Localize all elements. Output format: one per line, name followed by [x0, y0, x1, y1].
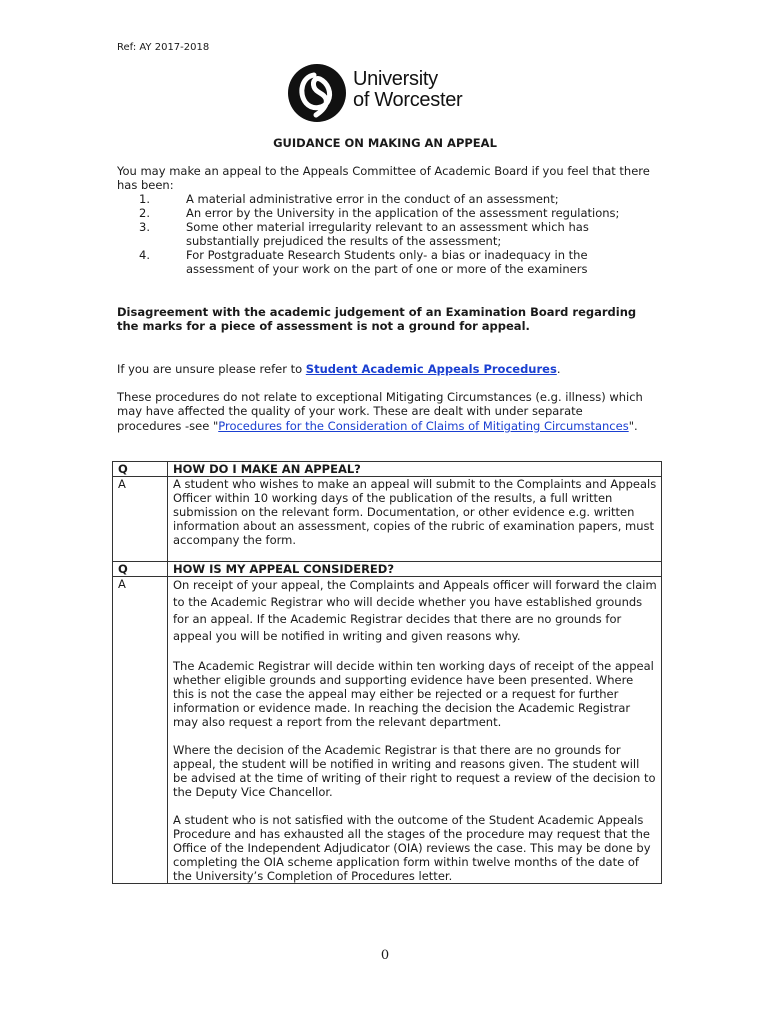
question-heading: HOW IS MY APPEAL CONSIDERED?	[168, 562, 662, 577]
answer-paragraph: On receipt of your appeal, the Complaints and Appeals officer will forward the claim to the Academic Registrar who will decide whether you have established grounds for an appeal. If the Academic Registrar decides that there are no grounds for appeal you will be notified in writing and given reasons why.	[173, 578, 657, 643]
qa-table	[112, 461, 662, 884]
q-label: Q	[113, 462, 168, 477]
logo-line-1: University	[353, 68, 438, 90]
answer-paragraph: A student who is not satisfied with the outcome of the Student Academic Appeals Procedure and has exhausted all the stages of the procedure may request that the Office of the Independent Adjudicator (OIA) reviews the case. This may be done by completing the OIA scheme application form within twelve months of the date of the University’s Completion of Procedures letter.	[173, 813, 651, 883]
answer-cell	[168, 477, 662, 562]
a-label: A	[113, 577, 168, 884]
mitigating-circumstances-link[interactable]: Procedures for the Consideration of Claims of Mitigating Circumstances	[218, 418, 629, 433]
answer-paragraph: A student who wishes to make an appeal will submit to the Complaints and Appeals Officer within 10 working days of the publication of the results, a full written submission on the relevant form. Documentation, or other evidence e.g. written information about an assessment, copies of the rubric of examination papers, must accompany the form.	[173, 477, 657, 547]
disagreement-notice: Disagreement with the academic judgement of an Examination Board regarding the marks for a piece of assessment is not a ground for appeal.	[117, 305, 637, 333]
question-heading: HOW DO I MAKE AN APPEAL?	[168, 462, 662, 477]
table-row	[113, 562, 662, 577]
table-row	[113, 462, 662, 477]
table-row	[113, 577, 662, 884]
answer-cell	[168, 577, 662, 884]
answer-paragraph: Where the decision of the Academic Registrar is that there are no grounds for appeal, the student will be notified in writing and reasons given. The student will be advised at the time of writing of their right to request a review of the decision to the Deputy Vice Chancellor.	[173, 743, 656, 799]
university-logo	[286, 63, 486, 123]
logo-line-2: of Worcester	[353, 89, 463, 111]
intro-text: You may make an appeal to the Appeals Committee of Academic Board if you feel that there has been:	[117, 164, 650, 192]
reference-label: Ref: AY 2017-2018	[117, 42, 210, 53]
grounds-list	[117, 192, 657, 276]
unsure-paragraph: If you are unsure please refer to Student Academic Appeals Procedures.	[117, 362, 561, 376]
appeals-procedures-link[interactable]: Student Academic Appeals Procedures	[305, 362, 557, 376]
table-row	[113, 477, 662, 562]
document-title: GUIDANCE ON MAKING AN APPEAL	[273, 136, 497, 150]
university-emblem-icon	[286, 63, 348, 123]
list-item: 1. A material administrative error in the conduct of an assessment;	[139, 192, 559, 206]
list-item: 3. Some other material irregularity relevant to an assessment which has substantially prejudiced the results of the assessment;	[139, 220, 589, 248]
q-label: Q	[113, 562, 168, 577]
mitigating-paragraph: These procedures do not relate to exceptional Mitigating Circumstances (e.g. illness) which may have affected the quality of your work. These are dealt with under separate procedures -see "Procedures for the Consideration of Claims of Mitigating Circumstances".	[117, 390, 643, 433]
intro-section	[117, 164, 657, 276]
list-item: 2. An error by the University in the application of the assessment regulations;	[139, 206, 620, 220]
a-label: A	[113, 477, 168, 562]
list-item: 4. For Postgraduate Research Students only- a bias or inadequacy in the assessment of your work on the part of one or more of the examiners	[139, 248, 588, 276]
answer-paragraph: The Academic Registrar will decide within ten working days of receipt of the appeal whether eligible grounds and supporting evidence have been presented. Where this is not the case the appeal may either be rejected or a request for further information or evidence made. In reaching the decision the Academic Registrar may also request a report from the relevant department.	[173, 659, 654, 729]
page-number: 0	[380, 948, 390, 963]
